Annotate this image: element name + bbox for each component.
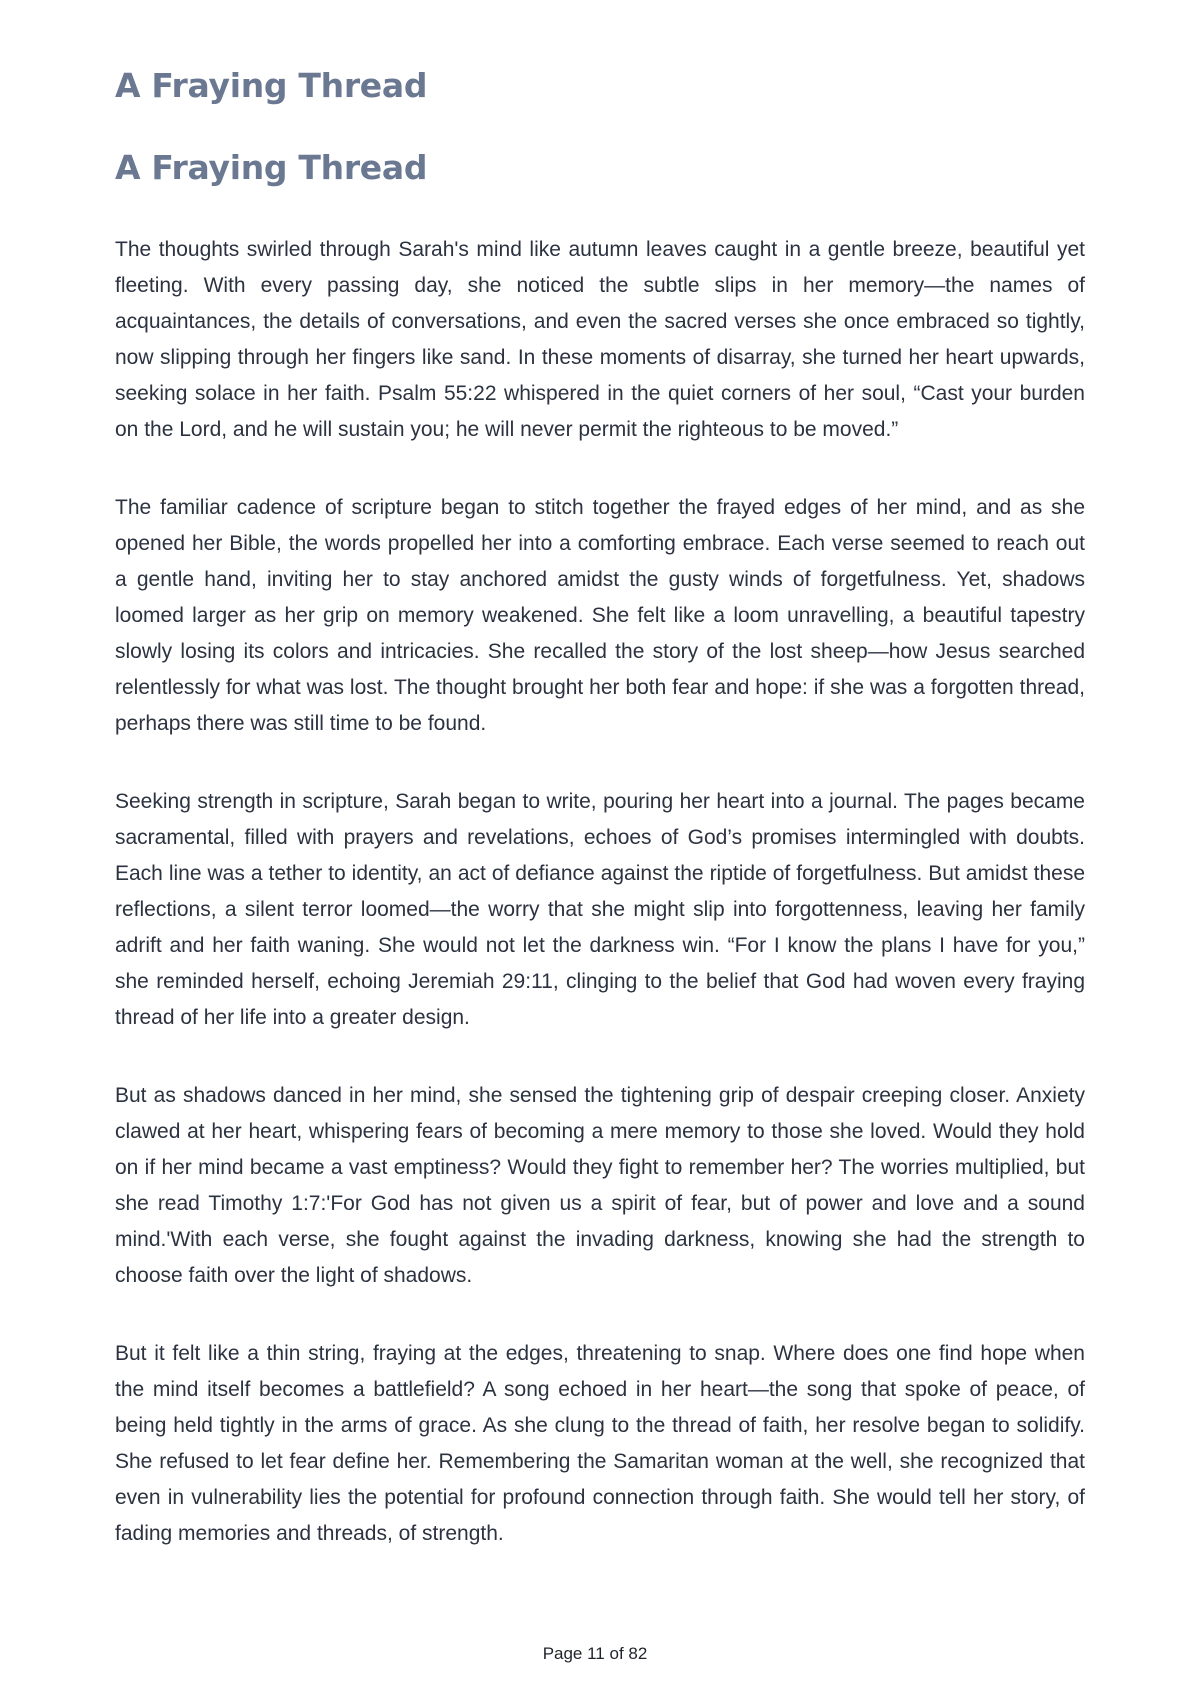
paragraph: Seeking strength in scripture, Sarah began to write, pouring her heart into a journal. The pages became sacramental, filled with prayers and revelations, echoes of God’s promises intermingled with doubts. Each line was a tether to identity, an act of defiance against the riptide of forgetfulness. But amidst these reflections, a silent terror loomed—the worry that she might slip into forgottenness, leaving her family adrift and her faith waning. She would not let the darkness win. “For I know the plans I have for you,” she reminded herself, echoing Jeremiah 29:11, clinging to the belief that God had woven every fraying thread of her life into a greater design. (115, 790, 1085, 1029)
paragraph: But it felt like a thin string, fraying at the edges, threatening to snap. Where does one find hope when the mind itself becomes a battlefield? A song echoed in her heart—the song that spoke of peace, of being held tightly in the arms of grace. As she clung to the thread of faith, her resolve began to solidify. She refused to let fear define her. Remembering the Samaritan woman at the well, she recognized that even in vulnerability lies the potential for profound connection through faith. She would tell her story, of fading memories and threads, of strength. (115, 1342, 1085, 1545)
paragraph: But as shadows danced in her mind, she sensed the tightening grip of despair creeping closer. Anxiety clawed at her heart, whispering fears of becoming a mere memory to those she loved. Would they hold on if her mind became a vast emptiness? Would they fight to remember her? The worries multiplied, but she read Timothy 1:7:'For God has not given us a spirit of fear, but of power and love and a sound mind.'With each verse, she fought against the invading darkness, knowing she had the strength to choose faith over the light of shadows. (115, 1084, 1085, 1287)
paragraph: The thoughts swirled through Sarah's mind like autumn leaves caught in a gentle breeze, beautiful yet fleeting. With every passing day, she noticed the subtle slips in her memory—the names of acquaintances, the details of conversations, and even the sacred verses she once embraced so tightly, now slipping through her fingers like sand. In these moments of disarray, she turned her heart upwards, seeking solace in her faith. Psalm 55:22 whispered in the quiet corners of her soul, “Cast your burden on the Lord, and he will sustain you; he will never permit the righteous to be moved.” (115, 238, 1085, 441)
page-number: Page 11 of 82 (542, 1644, 648, 1663)
chapter-title: A Fraying Thread (115, 148, 428, 187)
document-title: A Fraying Thread (115, 66, 428, 105)
document-body (115, 232, 1085, 1594)
paragraph: The familiar cadence of scripture began to stitch together the frayed edges of her mind, and as she opened her Bible, the words propelled her into a comforting embrace. Each verse seemed to reach out a gentle hand, inviting her to stay anchored amidst the gusty winds of forgetfulness. Yet, shadows loomed larger as her grip on memory weakened. She felt like a loom unravelling, a beautiful tapestry slowly losing its colors and intricacies. She recalled the story of the lost sheep—how Jesus searched relentlessly for what was lost. The thought brought her both fear and hope: if she was a forgotten thread, perhaps there was still time to be found. (115, 496, 1085, 735)
